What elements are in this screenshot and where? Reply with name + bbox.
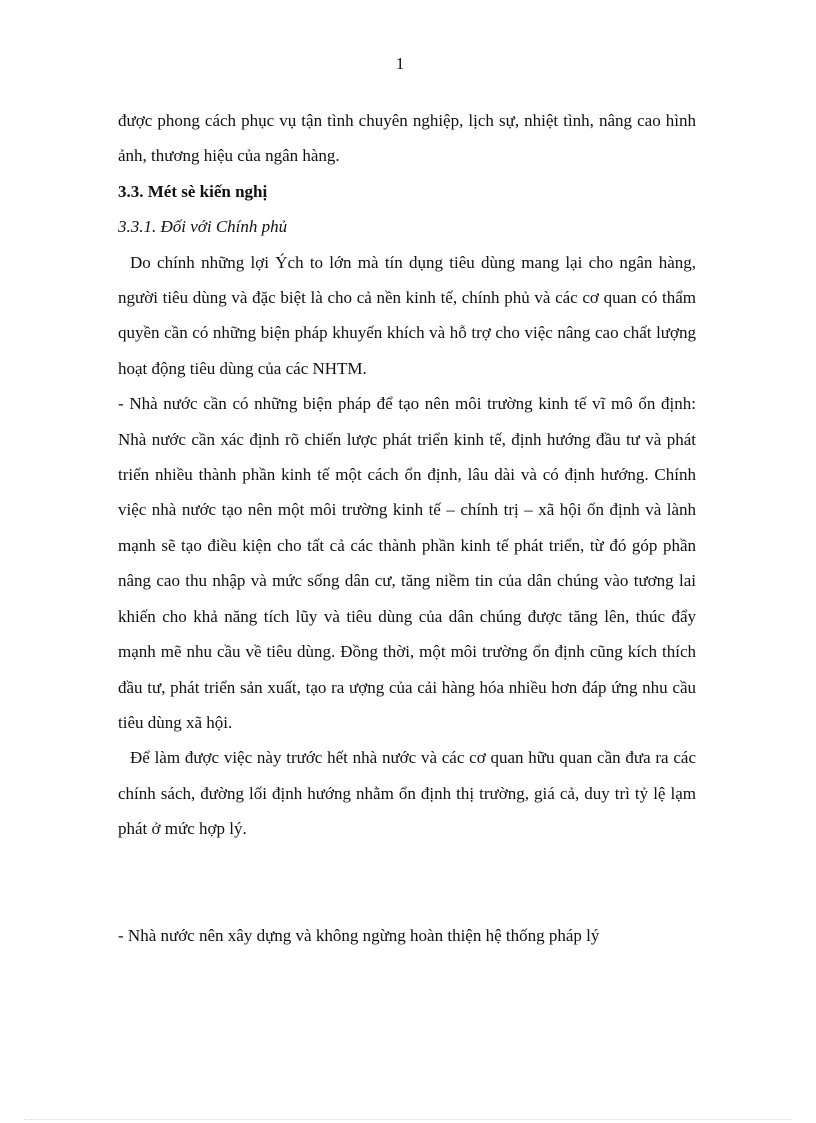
document-body xyxy=(118,103,696,953)
section-heading: 3.3. Mét sè kiến nghị xyxy=(118,181,268,201)
paragraph-macro-environment: - Nhà nước cần có những biện pháp để tạo nên môi trường kinh tế vĩ mô ổn định: Nhà nước cần xác định rõ chiến lược phát triển kinh tế, định hướng đầu tư và phát triển nhiều thành phần kinh tế một cách ổn định, lâu dài và có định hướng. Chính việc nhà nước tạo nên một môi trường kinh tế – chính trị – xã hội ổn định và lành mạnh sẽ tạo điều kiện cho tất cả các thành phần kinh tế phát triển, từ đó góp phần nâng cao thu nhập và mức sống dân cư, tăng niềm tin của dân chúng vào tương lai khiến cho khả năng tích lũy và tiêu dùng của dân chúng được tăng lên, thúc đẩy mạnh mẽ nhu cầu về tiêu dùng. Đồng thời, một môi trường ổn định cũng kích thích đầu tư, phát triển sản xuất, tạo ra ượng của cải hàng hóa nhiều hơn đáp ứng nhu cầu tiêu dùng xã hội. xyxy=(118,394,696,732)
paragraph-continuation: được phong cách phục vụ tận tình chuyên nghiệp, lịch sự, nhiệt tình, nâng cao hình ảnh, thương hiệu của ngân hàng. xyxy=(118,111,696,166)
page-number: 1 xyxy=(395,54,405,73)
paragraph-intro: Do chính những lợi Ých to lớn mà tín dụng tiêu dùng mang lại cho ngân hàng, người tiêu dùng và đặc biệt là cho cả nền kinh tế, chính phủ và các cơ quan có thẩm quyền cần có những biện pháp khuyến khích và hỗ trợ cho việc nâng cao chất lượng hoạt động tiêu dùng của các NHTM. xyxy=(118,252,696,378)
page-bottom-divider xyxy=(24,1119,792,1120)
paragraph-legal-system: - Nhà nước nên xây dựng và không ngừng hoàn thiện hệ thống pháp lý xyxy=(118,925,600,945)
paragraph-policy: Để làm được việc này trước hết nhà nước và các cơ quan hữu quan cần đưa ra các chính sách, đường lối định hướng nhằm ổn định thị trường, giá cả, duy trì tỷ lệ lạm phát ở mức hợp lý. xyxy=(118,748,696,839)
blank-space xyxy=(118,847,696,918)
subsection-heading: 3.3.1. Đối với Chính phủ xyxy=(118,217,288,237)
